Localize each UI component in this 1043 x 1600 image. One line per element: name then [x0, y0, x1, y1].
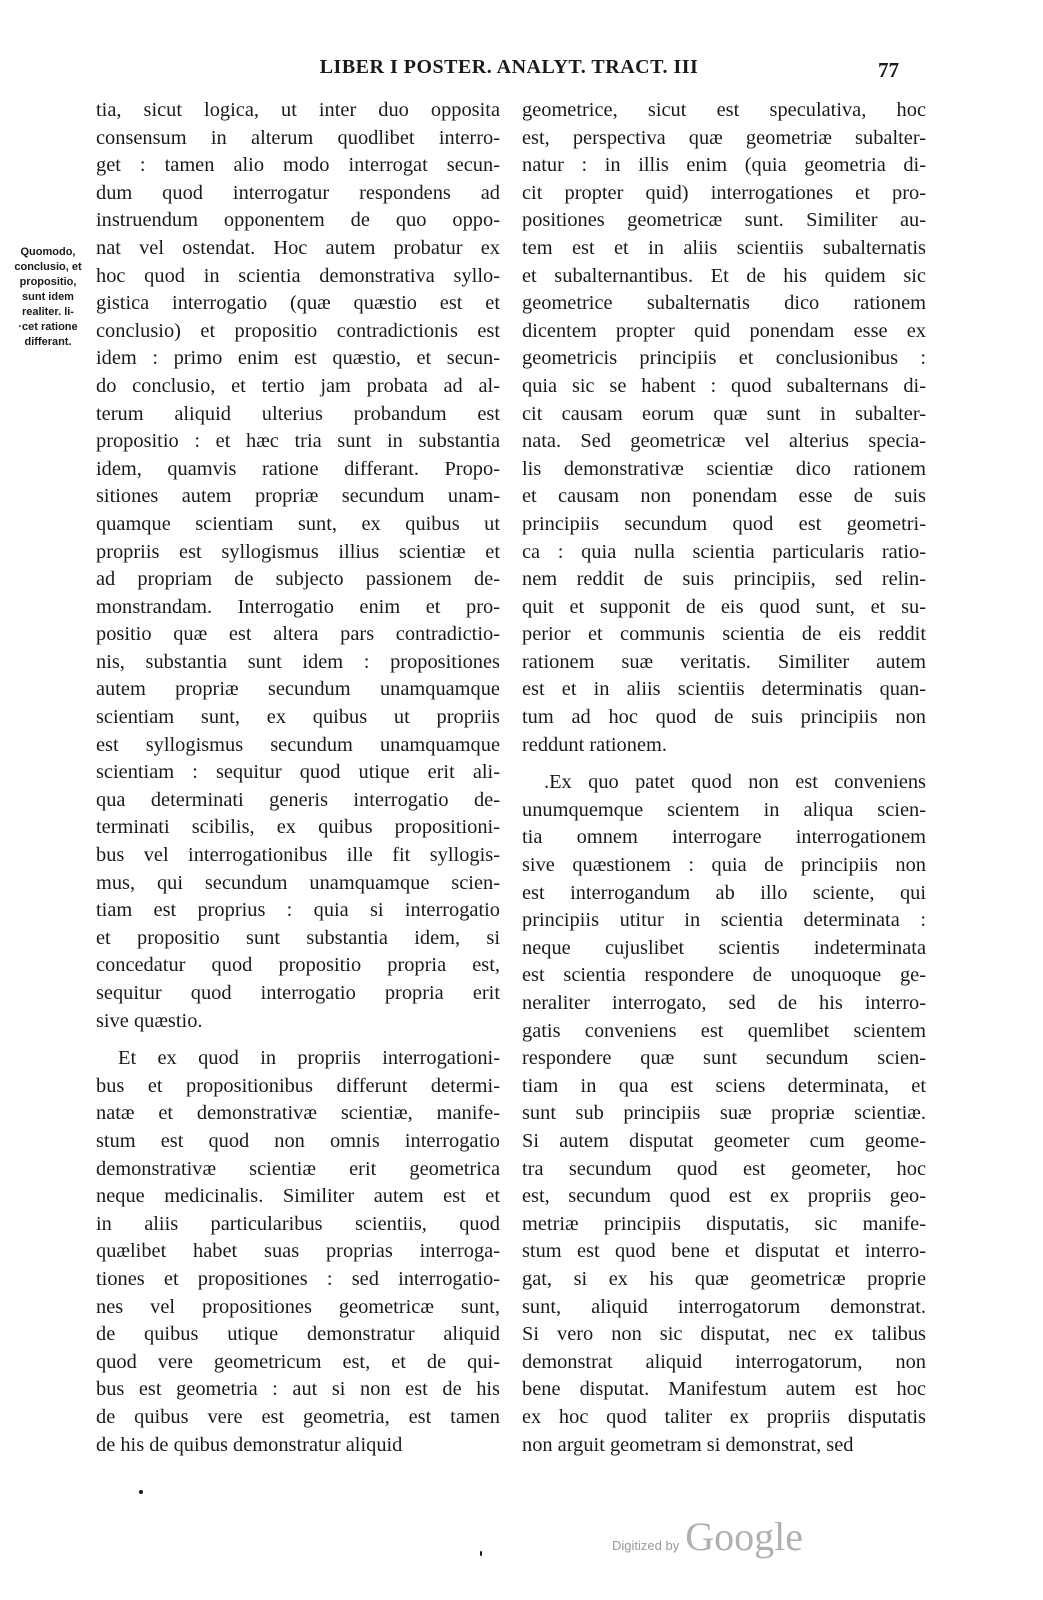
paragraph-gap [96, 1035, 500, 1045]
text-line: sive quæstio. [96, 1009, 203, 1032]
text-line: de his de quibus demonstratur aliquid [96, 1433, 403, 1456]
running-head: LIBER I POSTER. ANALYT. TRACT. III [319, 56, 699, 78]
text-line: sequitur quod interrogatio propria erit [96, 982, 500, 1004]
text-line: nes vel propositiones geometricæ sunt, [96, 1295, 500, 1318]
text-line: neraliter interrogato, sed de his interro- [522, 992, 926, 1014]
text-line: bene disputat. Manifestum autem est hoc [522, 1378, 926, 1401]
text-line: est et in aliis scientiis determinatis quan- [522, 678, 926, 701]
margin-note [4, 245, 92, 350]
text-line: tra secundum quod est geometer, hoc [522, 1157, 926, 1180]
text-line: scientiam : sequitur quod utique erit ali- [96, 761, 500, 784]
text-line: cit causam eorum quæ sunt in subalter- [522, 402, 926, 425]
text-line: gistica interrogatio (quæ quæstio est et [96, 292, 500, 315]
text-line: et subalternantibus. Et de his quidem sic [522, 264, 926, 287]
text-line: natur : in illis enim (quia geometria di- [522, 154, 926, 177]
text-line: bus est geometria : aut si non est de his [96, 1378, 500, 1401]
text-line: de quibus utique demonstratur aliquid [96, 1323, 500, 1346]
text-line: hoc quod in scientia demonstrativa syllo- [96, 264, 500, 287]
margin-note-line: propositio, [19, 276, 77, 288]
margin-note-line: sunt idem [22, 291, 74, 303]
margin-note-line: ·cet ratione [18, 321, 78, 333]
text-line: quia sic se habent : quod subalternans di- [522, 374, 926, 397]
left-text-column [96, 97, 500, 1459]
text-line: geometrice, sicut est speculativa, hoc [522, 99, 926, 121]
text-line: .Ex quo patet quod non est conveniens [544, 771, 926, 794]
text-line: principiis secundum quod est geometri- [522, 512, 926, 535]
text-line: geometricis principiis et conclusionibus : [522, 347, 926, 370]
text-line: est interrogandum ab illo sciente, qui [522, 881, 926, 904]
digitized-by-text: Digitized by [612, 1538, 680, 1553]
text-line: scientiam sunt, ex quibus ut propriis [96, 706, 500, 729]
text-line: metriæ principiis disputatis, sic manife- [522, 1212, 926, 1235]
margin-note-line: conclusio, et [14, 261, 82, 273]
text-line: ex hoc quod taliter ex propriis disputatis [522, 1405, 926, 1428]
text-line: stum est quod bene et disputat et interro- [522, 1240, 926, 1263]
text-line: cit propter quid) interrogationes et pro- [522, 181, 926, 204]
text-line: de quibus vere est geometria, est tamen [96, 1405, 500, 1428]
text-line: quælibet habet suas proprias interroga- [96, 1240, 500, 1263]
text-line: neque medicinalis. Similiter autem est et [96, 1185, 500, 1208]
text-line: geometrice subalternatis dico rationem [522, 292, 926, 315]
text-line: tiam est proprius : quia si interrogatio [96, 899, 500, 922]
text-line: quamque scientiam sunt, ex quibus ut [96, 512, 500, 535]
text-line: idem, quamvis ratione differant. Propo- [96, 457, 500, 480]
ink-speck [480, 1551, 482, 1556]
text-line: est scientia respondere de unoquoque ge- [522, 964, 926, 987]
text-line: concedatur quod propositio propria est, [96, 954, 500, 977]
text-line: et propositio sunt substantia idem, si [96, 926, 500, 949]
margin-note-line: realiter. li- [22, 306, 74, 318]
text-line: propositio : et hæc tria sunt in substantia [96, 430, 500, 453]
text-line: natæ et demonstrativæ scientiæ, manife- [96, 1102, 500, 1125]
text-line: conclusio) et propositio contradictionis est [96, 319, 500, 342]
text-line: lis demonstrativæ scientiæ dico rationem [522, 457, 926, 480]
text-line: Si vero non sic disputat, nec ex talibus [522, 1323, 926, 1346]
text-line: ca : quia nulla scientia particularis ratio- [522, 540, 926, 563]
text-line: perior et communis scientia de eis reddit [522, 623, 926, 646]
text-line: respondere quæ sunt secundum scien- [522, 1047, 926, 1070]
text-line: do conclusio, et tertio jam probata ad al- [96, 374, 500, 397]
text-line: stum est quod non omnis interrogatio [96, 1129, 500, 1152]
text-line: unumquemque scientem in aliqua scien- [522, 798, 926, 821]
text-line: ad propriam de subjecto passionem de- [96, 568, 500, 591]
text-line: nis, substantia sunt idem : propositiones [96, 650, 500, 673]
text-line: dicentem propter quid ponendam esse ex [522, 319, 926, 342]
text-line: terminati scibilis, ex quibus propositioni- [96, 816, 500, 839]
margin-note-line: differant. [24, 336, 72, 348]
text-line: gatis conveniens est quemlibet scientem [522, 1019, 926, 1042]
text-line: nat vel ostendat. Hoc autem probatur ex [96, 236, 500, 259]
text-line: positiones geometricæ sunt. Similiter au- [522, 209, 926, 232]
text-line: tem est et in aliis scientiis subalternatis [522, 236, 926, 259]
text-line: sunt sub principiis suæ propriæ scientiæ. [522, 1102, 926, 1125]
text-line: quit et supponit de eis quod sunt, et su- [522, 595, 926, 618]
text-line: tiones et propositiones : sed interrogatio- [96, 1267, 500, 1290]
text-line: idem : primo enim est quæstio, et secun- [96, 347, 500, 370]
text-line: positio quæ est altera pars contradictio- [96, 623, 500, 646]
margin-note-line: Quomodo, [20, 246, 76, 258]
text-line: get : tamen alio modo interrogat secun- [96, 154, 500, 177]
text-line: est syllogismus secundum unamquamque [96, 733, 500, 756]
text-line: qua determinati generis interrogatio de- [96, 788, 500, 811]
text-line: tia omnem interrogare interrogationem [522, 826, 926, 849]
text-line: tiam in qua est sciens determinata, et [522, 1074, 926, 1097]
text-line: propriis est syllogismus illius scientiæ et [96, 540, 500, 563]
text-line: neque cujuslibet scientis indeterminata [522, 936, 926, 959]
text-line: reddunt rationem. [522, 733, 667, 756]
text-line: Et ex quod in propriis interrogationi- [118, 1047, 500, 1070]
text-line: et causam non ponendam esse de suis [522, 485, 926, 508]
right-text-column [522, 97, 926, 1459]
text-line: non arguit geometram si demonstrat, sed [522, 1433, 854, 1456]
text-line: autem propriæ secundum unamquamque [96, 678, 500, 701]
google-watermark [612, 1513, 803, 1560]
text-line: sive quæstionem : quia de principiis non [522, 854, 926, 877]
text-line: sunt, aliquid interrogatorum demonstrat. [522, 1295, 926, 1318]
text-line: tum ad hoc quod de suis principiis non [522, 706, 926, 729]
text-line: bus et propositionibus differunt determi- [96, 1074, 500, 1097]
text-line: Si autem disputat geometer cum geome- [522, 1129, 926, 1152]
text-line: quod vere geometricum est, et de qui- [96, 1350, 500, 1373]
text-line: monstrandam. Interrogatio enim et pro- [96, 595, 500, 618]
ink-speck [139, 1490, 143, 1494]
google-logo: Google [685, 1514, 803, 1559]
text-line: instruendum opponentem de quo oppo- [96, 209, 500, 232]
text-line: sitiones autem propriæ secundum unam- [96, 485, 500, 508]
text-line: mus, qui secundum unamquamque scien- [96, 871, 500, 894]
text-line: gat, si ex his quæ geometricæ proprie [522, 1267, 926, 1290]
text-line: est, secundum quod est ex propriis geo- [522, 1185, 926, 1208]
text-line: terum aliquid ulterius probandum est [96, 402, 500, 425]
text-line: dum quod interrogatur respondens ad [96, 181, 500, 204]
text-line: rationem suæ veritatis. Similiter autem [522, 650, 926, 673]
text-line: bus vel interrogationibus ille fit syllogis- [96, 844, 500, 867]
text-line: est, perspectiva quæ geometriæ subalter- [522, 126, 926, 149]
text-line: demonstrat aliquid interrogatorum, non [522, 1350, 926, 1373]
text-line: nata. Sed geometricæ vel alterius specia- [522, 430, 926, 453]
text-line: nem reddit de suis principiis, sed relin- [522, 568, 926, 591]
text-line: in aliis particularibus scientiis, quod [96, 1212, 500, 1235]
text-line: tia, sicut logica, ut inter duo opposita [96, 99, 500, 121]
page-number: 77 [878, 58, 899, 82]
text-line: consensum in alterum quodlibet interro- [96, 126, 500, 149]
text-line: demonstrativæ scientiæ erit geometrica [96, 1157, 500, 1180]
paragraph-gap [522, 759, 926, 769]
text-line: principiis utitur in scientia determinata : [522, 909, 926, 932]
